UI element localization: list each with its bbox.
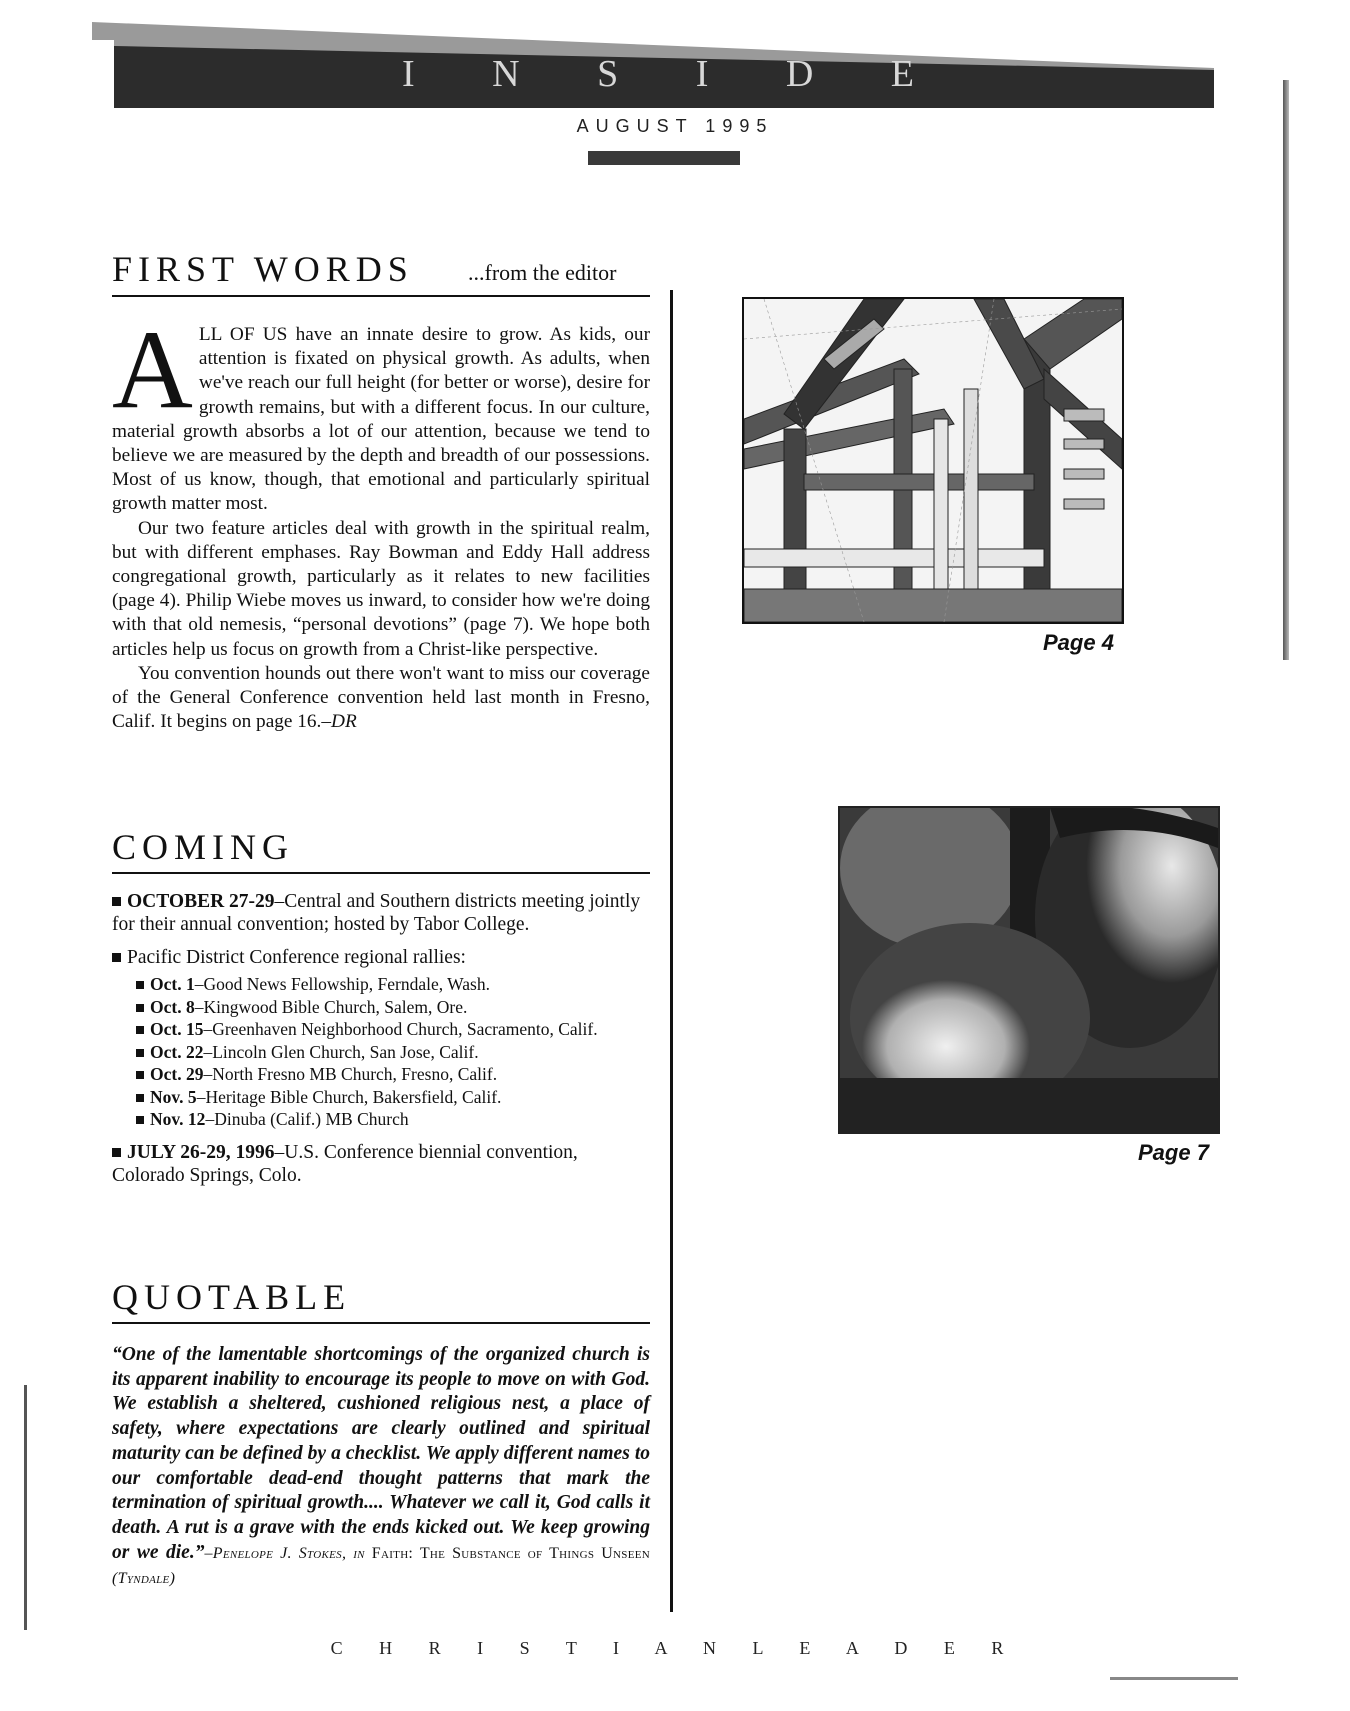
editor-letter [112,308,650,734]
bullet-icon [112,953,121,962]
quote-attribution: –Penelope J. Stokes, in Faith: The Substance of Things Unseen (Tyndale) [112,1544,650,1588]
quotable-heading: QUOTABLE [112,1277,352,1317]
page-edge-mark-left [24,1385,27,1630]
timber-frame-illustration [742,297,1124,624]
first-words-heading: FIRST WORDS [112,249,414,289]
caption-page-4: Page 4 [1043,630,1114,655]
coming-rule [112,872,650,874]
rally-item: Oct. 1–Good News Fellowship, Ferndale, Wash. [136,973,650,996]
quotable-quote: “One of the lamentable shortcomings of the organized church is its apparent inability to encourage its people to move on with God. We establish a sheltered, cushioned religious nest, a place of safety, where expectations are clearly outlined and spiritual maturity can be defined by a checklist. We apply different names to our comfortable dead-end thought patterns that mark the termination of spiritual growth.... Whatever we call it, God calls it death. A rut is a grave with the ends kicked out. We keep growing or we die.”–Penelope J. Stokes, in Faith: The Substance of Things Unseen (Tyndale) [112,1344,650,1588]
bullet-icon [112,897,121,906]
drop-cap: A [112,308,193,432]
bullet-icon [136,1116,144,1124]
caption-page-7: Page 7 [1138,1140,1209,1165]
event-item: Pacific District Conference regional rallies: [112,946,650,969]
page-edge-mark [1110,1677,1238,1680]
coming-events [112,890,650,1197]
bullet-icon [136,981,144,989]
event-item: JULY 26-29, 1996–U.S. Conference biennial convention, Colorado Springs, Colo. [112,1141,578,1186]
page-edge-shadow [1283,80,1289,660]
column-divider [670,290,673,1612]
footer-masthead: C H R I S T I A N L E A D E R [330,1638,1020,1658]
bullet-icon [136,1004,144,1012]
quotable-rule [112,1322,650,1324]
inside-title: I N S I D E [401,53,949,95]
bullet-icon [136,1049,144,1057]
rally-item: Nov. 12–Dinuba (Calif.) MB Church [136,1108,650,1131]
rally-item: Oct. 29–North Fresno MB Church, Fresno, Calif. [136,1063,650,1086]
rally-item: Nov. 5–Heritage Bible Church, Bakersfield, Calif. [136,1086,650,1109]
bullet-icon [136,1094,144,1102]
first-words-rule [112,295,650,297]
bullet-icon [112,1148,121,1157]
event-item: OCTOBER 27-29–Central and Southern districts meeting jointly for their annual convention; hosted by Tabor College. [112,891,641,935]
rally-list [136,973,650,1131]
date-underline-bar [588,151,740,165]
editor-signature: –DR [321,711,357,733]
issue-date: AUGUST 1995 [576,116,774,136]
rally-item: Oct. 15–Greenhaven Neighborhood Church, Sacramento, Calif. [136,1018,650,1041]
rally-item: Oct. 22–Lincoln Glen Church, San Jose, Calif. [136,1041,650,1064]
editor-paragraph-2: Our two feature articles deal with growth in the spiritual realm, but with different emphases. Ray Bowman and Eddy Hall address congregational growth, particularly as it relates to new facilities (page 4). Philip Wiebe moves us inward, to consider how we're doing with that old nemesis, “personal devotions” (page 7). We hope both articles help us focus on growth from a Christ-like perspective. [112,517,650,660]
rally-item: Oct. 8–Kingwood Bible Church, Salem, Ore. [136,996,650,1019]
editor-paragraph-1: ALL OF US have an innate desire to grow. As kids, our attention is fixated on physical growth. As adults, when we've reach our full height (for better or worse), desire for growth remains, but with a different focus. In our culture, material growth absorbs a lot of our attention, because we tend to believe we are measured by the depth and breadth of our possessions. Most of us know, though, that emotional and particularly spiritual growth matter most. [112,308,650,515]
bullet-icon [136,1071,144,1079]
first-words-subheading: ...from the editor [468,260,617,285]
prayer-photo [838,806,1220,1134]
bullet-icon [136,1026,144,1034]
coming-heading: COMING [112,827,295,867]
editor-paragraph-3: You convention hounds out there won't want to miss our coverage of the General Conference convention held last month in Fresno, Calif. It begins on page 16.–DR [112,662,650,733]
